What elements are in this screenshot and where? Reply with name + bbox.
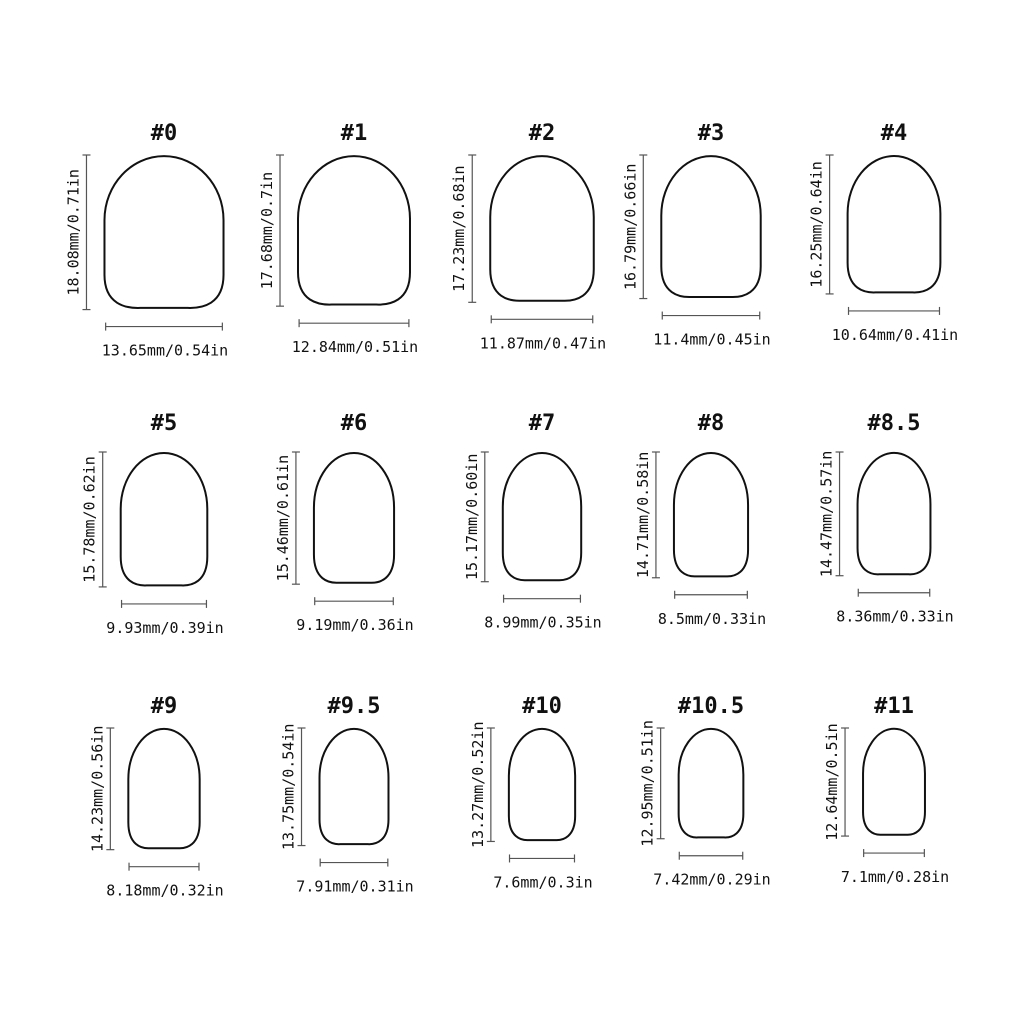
width-guide xyxy=(129,863,199,871)
width-guide xyxy=(662,312,759,320)
width-guide xyxy=(320,859,388,867)
width-guide xyxy=(679,852,742,860)
width-label: 8.36mm/0.33in xyxy=(836,607,954,626)
length-guide xyxy=(652,452,660,578)
length-guide xyxy=(826,155,834,294)
size-label: #9.5 xyxy=(327,694,381,719)
length-guide xyxy=(292,452,300,584)
width-guide xyxy=(849,307,940,315)
length-guide xyxy=(99,452,107,587)
width-guide xyxy=(315,597,394,605)
size-label: #5 xyxy=(150,411,178,436)
width-guide xyxy=(858,589,929,597)
size-label: #8.5 xyxy=(867,411,921,436)
width-guide xyxy=(299,319,409,327)
length-guide xyxy=(106,728,114,850)
nail-item xyxy=(280,694,414,896)
length-label: 17.23mm/0.68in xyxy=(450,165,469,292)
width-guide xyxy=(510,854,575,862)
nail-item xyxy=(463,411,602,632)
size-label: #3 xyxy=(697,121,725,146)
nail-item xyxy=(81,411,224,637)
length-guide xyxy=(487,728,495,841)
size-label: #4 xyxy=(880,121,908,146)
width-label: 8.5mm/0.33in xyxy=(657,609,767,628)
width-label: 7.1mm/0.28in xyxy=(840,868,950,887)
width-label: 8.99mm/0.35in xyxy=(484,613,602,632)
width-label: 11.4mm/0.45in xyxy=(653,330,771,349)
nail-outline xyxy=(503,453,581,580)
nail-outline xyxy=(314,453,394,583)
size-label: #10 xyxy=(522,694,562,719)
nail-item xyxy=(64,121,228,360)
size-label: #0 xyxy=(150,121,178,146)
length-guide xyxy=(468,155,476,302)
length-label: 18.08mm/0.71in xyxy=(64,169,83,296)
nail-outline xyxy=(858,453,931,574)
size-label: #8 xyxy=(697,411,725,436)
nail-item xyxy=(818,411,954,626)
length-guide xyxy=(276,155,284,306)
nail-outline xyxy=(848,156,941,292)
length-label: 15.78mm/0.62in xyxy=(80,456,99,583)
length-guide xyxy=(298,728,306,846)
nail-item xyxy=(621,121,770,349)
width-label: 7.6mm/0.3in xyxy=(493,873,593,892)
width-label: 11.87mm/0.47in xyxy=(479,334,607,353)
length-guide xyxy=(82,155,90,310)
width-label: 9.19mm/0.36in xyxy=(296,616,414,635)
length-guide xyxy=(657,728,665,839)
nail-outline xyxy=(490,156,594,301)
nail-outline xyxy=(320,729,389,844)
nail-item xyxy=(450,121,606,352)
nail-outline xyxy=(298,156,410,304)
width-guide xyxy=(864,849,925,857)
nail-outline xyxy=(104,156,223,308)
nail-item xyxy=(258,121,418,356)
size-label: #9 xyxy=(150,694,178,719)
length-label: 16.25mm/0.64in xyxy=(807,161,826,288)
size-label: #7 xyxy=(528,411,556,436)
width-guide xyxy=(106,323,223,331)
size-label: #1 xyxy=(340,121,368,146)
length-label: 14.47mm/0.57in xyxy=(817,450,836,578)
nail-outline xyxy=(863,729,925,835)
width-label: 7.91mm/0.31in xyxy=(296,877,414,896)
length-label: 13.27mm/0.52in xyxy=(468,721,487,848)
length-label: 12.95mm/0.51in xyxy=(638,720,657,847)
nail-outline xyxy=(509,729,575,840)
nail-outline xyxy=(121,453,208,585)
length-guide xyxy=(639,155,647,299)
width-label: 13.65mm/0.54in xyxy=(101,341,229,360)
width-guide xyxy=(504,595,581,603)
size-label: #11 xyxy=(874,694,914,719)
nail-item xyxy=(88,694,223,900)
nail-item xyxy=(274,411,414,634)
nail-item xyxy=(639,694,771,889)
nail-item xyxy=(808,121,959,344)
width-label: 10.64mm/0.41in xyxy=(831,325,959,344)
nail-outline xyxy=(128,729,199,848)
nail-outline xyxy=(679,729,744,838)
length-label: 17.68mm/0.7in xyxy=(258,171,277,290)
length-guide xyxy=(481,452,489,582)
length-label: 13.75mm/0.54in xyxy=(279,723,298,850)
width-label: 12.84mm/0.51in xyxy=(291,338,419,357)
width-label: 9.93mm/0.39in xyxy=(106,618,224,637)
size-label: #6 xyxy=(340,411,368,436)
nail-item xyxy=(823,694,949,886)
nail-outline xyxy=(674,453,748,576)
length-label: 14.71mm/0.58in xyxy=(633,451,652,579)
width-guide xyxy=(491,315,592,323)
length-guide xyxy=(841,728,849,836)
length-label: 15.46mm/0.61in xyxy=(273,454,292,582)
nail-item xyxy=(469,694,593,891)
width-guide xyxy=(122,600,207,608)
width-label: 8.18mm/0.32in xyxy=(106,881,224,900)
length-label: 14.23mm/0.56in xyxy=(88,725,107,853)
width-guide xyxy=(675,591,748,599)
nail-item xyxy=(634,411,766,628)
size-label: #10.5 xyxy=(677,694,745,719)
length-guide xyxy=(836,452,844,576)
nail-outline xyxy=(661,156,760,297)
size-label: #2 xyxy=(528,121,556,146)
length-label: 12.64mm/0.5in xyxy=(823,723,842,841)
width-label: 7.42mm/0.29in xyxy=(653,870,771,889)
length-label: 16.79mm/0.66in xyxy=(621,163,640,290)
length-label: 15.17mm/0.60in xyxy=(462,453,481,581)
